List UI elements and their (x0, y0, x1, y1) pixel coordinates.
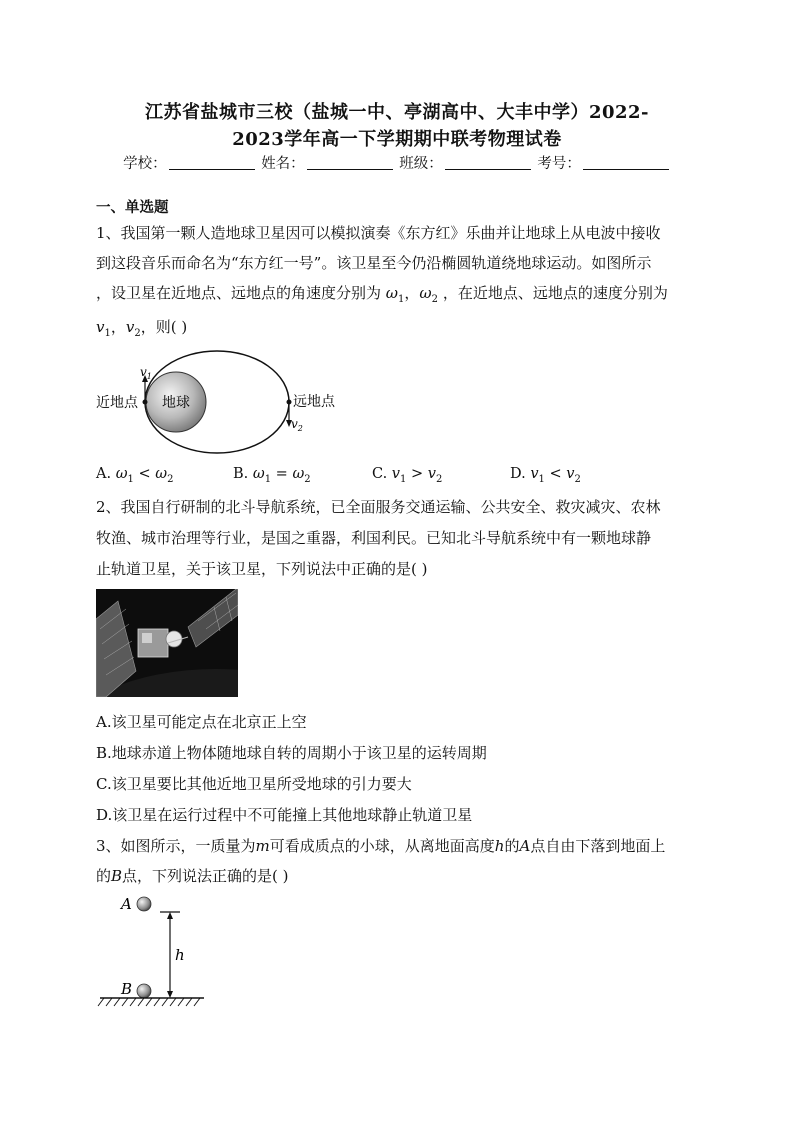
earth-label: 地球 (162, 395, 190, 411)
perigee-label: 近地点 (96, 395, 138, 411)
perigee-dot (143, 400, 148, 405)
q3-point-a-symbol: A (519, 837, 531, 855)
q3-line-1-a: 3、如图所示，一质量为 (96, 837, 256, 855)
q3-mass-symbol: m (255, 837, 270, 855)
school-blank[interactable] (169, 155, 255, 170)
section-heading: 一、单选题 (96, 199, 169, 216)
height-arrowhead-down (167, 991, 173, 998)
apogee-dot (287, 400, 292, 405)
label-h: h (175, 946, 185, 964)
q1-option-a-letter: A. (96, 466, 112, 482)
number-label: 考号： (537, 156, 581, 172)
q1-option-a[interactable]: A. $\omega_1 < \omega_2$ (96, 466, 174, 485)
class-blank[interactable] (445, 155, 531, 170)
q3-point-b-symbol: B (111, 867, 123, 885)
q3-line-1-b: 可看成质点的小球，从离地面高度 (269, 837, 495, 855)
ball-a (137, 897, 151, 911)
label-a: A (121, 895, 132, 913)
q3-line-2-a: 的 (96, 867, 112, 885)
q2-option-a[interactable]: A.该卫星可能定点在北京正上空 (96, 713, 307, 731)
q2-option-b[interactable]: B.地球赤道上物体随地球自转的周期小于该卫星的运转周期 (96, 744, 487, 762)
q1-v-symbols: $v_1$，$v_2$ (96, 318, 141, 339)
ground-hatching (98, 998, 200, 1006)
satellite-photo (96, 589, 238, 697)
q3-height-symbol: h (494, 837, 505, 855)
orbit-figure (90, 340, 360, 460)
q1-option-d[interactable]: D. $v_1 < v_2$ (510, 466, 581, 485)
q1-line-2: 到这段音乐而命名为“东方红一号”。该卫星至今仍沿椭圆轨道绕地球运动。如图所示 (96, 254, 652, 272)
q1-option-b-letter: B. (233, 466, 249, 482)
q1-option-b[interactable]: B. $\omega_1 = \omega_2$ (233, 466, 311, 485)
q1-line-1: 1、我国第一颗人造地球卫星因可以模拟演奏《东方红》乐曲并让地球上从电波中接收 (96, 224, 661, 242)
q2-option-d[interactable]: D.该卫星在运行过程中不可能撞上其他地球静止轨道卫星 (96, 806, 473, 824)
q1-option-c[interactable]: C. $v_1 > v_2$ (372, 466, 443, 485)
class-label: 班级： (399, 156, 443, 172)
number-blank[interactable] (583, 155, 669, 170)
q1-line-3-text-b: ，在近地点、远地点的速度分别为 (442, 284, 668, 302)
q1-line-3-text-a: ，设卫星在近地点、远地点的角速度分别为 (96, 284, 382, 302)
q3-line-2-b: 点，下列说法正确的是( ) (122, 867, 289, 885)
student-info-row (0, 152, 794, 173)
ball-b (137, 984, 151, 998)
name-label: 姓名： (261, 156, 305, 172)
name-blank[interactable] (307, 155, 393, 170)
q1-option-d-letter: D. (510, 466, 526, 482)
q1-line-4 (96, 316, 696, 339)
q2-line-3: 止轨道卫星，关于该卫星，下列说法中正确的是( ) (96, 560, 428, 578)
q1-option-c-letter: C. (372, 466, 388, 482)
school-label: 学校： (123, 156, 167, 172)
q3-line-1 (96, 835, 696, 856)
title-line-1: 江苏省盐城市三校（盐城一中、亭湖高中、大丰中学）2022- (144, 102, 650, 123)
q2-option-c[interactable]: C.该卫星要比其他近地卫星所受地球的引力要大 (96, 775, 412, 793)
q1-line-4-text: ，则( ) (140, 318, 188, 336)
height-arrowhead-up (167, 912, 173, 919)
label-b: B (121, 980, 133, 998)
title-line-2: 2023学年高一下学期期中联考物理试卷 (232, 129, 562, 150)
q3-line-1-c: 的 (504, 837, 520, 855)
v2-label: $v_2$ (291, 417, 303, 433)
q2-line-1: 2、我国自行研制的北斗导航系统，已全面服务交通运输、公共安全、救灾减灾、农林 (96, 498, 661, 516)
q1-line-3 (96, 282, 696, 305)
q3-line-2 (96, 865, 696, 886)
q2-line-2: 牧渔、城市治理等行业，是国之重器，利国利民。已知北斗导航系统中有一颗地球静 (96, 529, 652, 547)
free-fall-figure (96, 890, 216, 1010)
apogee-label: 远地点 (293, 394, 335, 410)
q3-line-1-d: 点自由下落到地面上 (530, 837, 666, 855)
v1-label: $v_1$ (140, 365, 152, 381)
q1-omega-symbols: $\omega_1$，$\omega_2$ (385, 284, 439, 305)
